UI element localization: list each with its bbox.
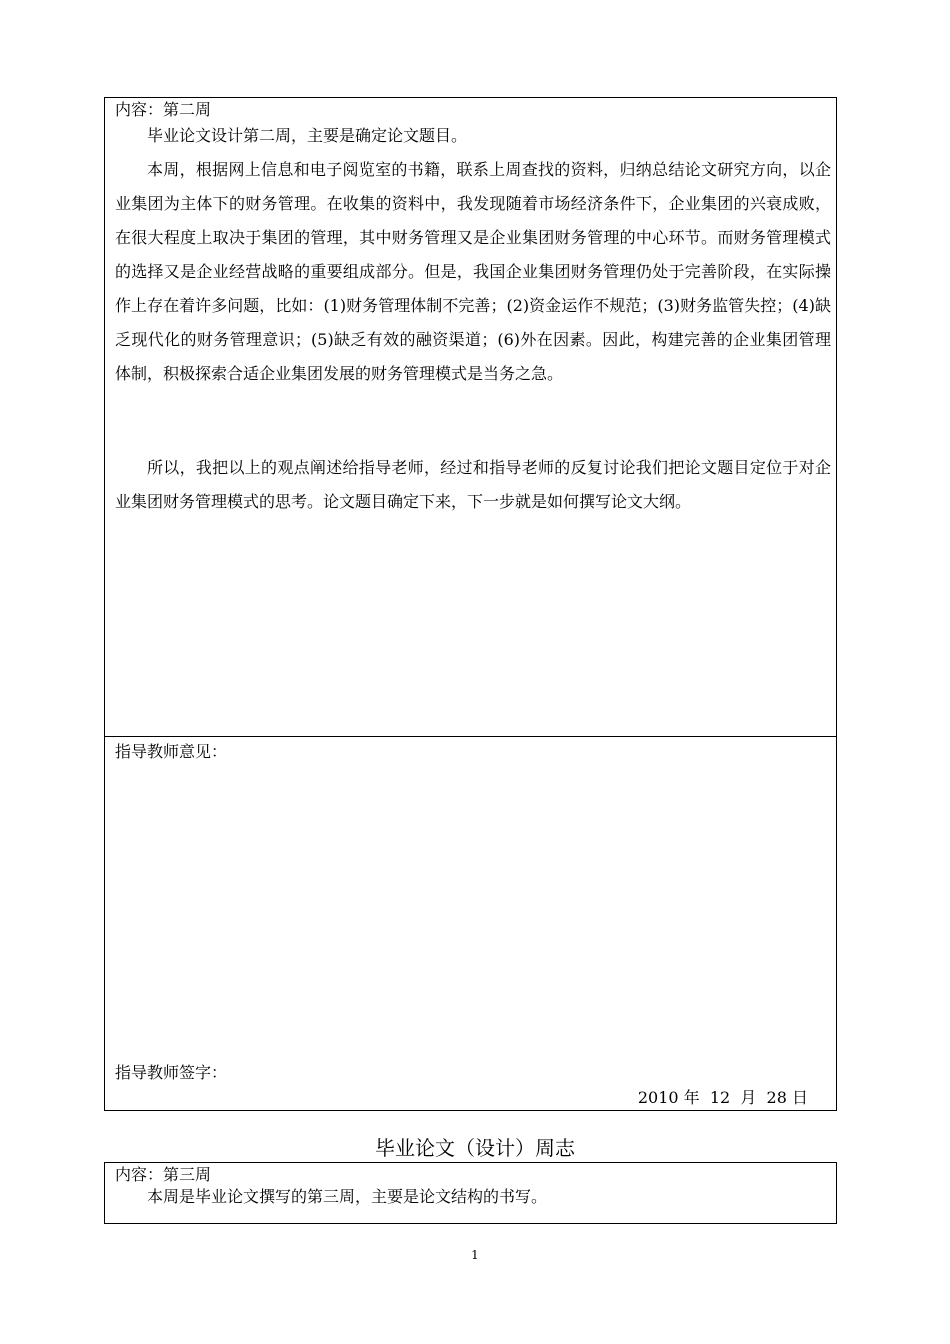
week2-paragraph: 所以，我把以上的观点阐述给指导老师，经过和指导老师的反复讨论我们把论文题目定位于对企业集团财务管理模式的思考。论文题目确定下来，下一步就是如何撰写论文大纲。 [115,458,831,511]
week2-label: 内容：第二周 [115,100,212,119]
page-number: 1 [471,1248,479,1262]
week3-label: 内容：第三周 [115,1165,212,1184]
week3-content-box [104,1162,837,1224]
advisor-signature-label: 指导教师签字： [115,1063,228,1082]
signature-date: 2010 年 12 月 28 日 [637,1088,808,1107]
week2-paragraph: 毕业论文设计第二周，主要是确定论文题目。 [147,126,468,145]
week2-paragraph: 本周，根据网上信息和电子阅览室的书籍，联系上周查找的资料，归纳总结论文研究方向，以企业集团为主体下的财务管理。在收集的资料中，我发现随着市场经济条件下，企业集团的兴衰成败，在很大程度上取决于集团的管理，其中财务管理又是企业集团财务管理的中心环节。而财务管理模式的选择又是企业经营战略的重要组成部分。但是，我国企业集团财务管理仍处于完善阶段，在实际操作上存在着许多问题，比如：(1)财务管理体制不完善；(2)资金运作不规范；(3)财务监管失控；(4)缺乏现代化的财务管理意识；(5)缺乏有效的融资渠道；(6)外在因素。因此，构建完善的企业集团管理体制，积极探索合适企业集团发展的财务管理模式是当务之急。 [115,160,831,383]
week2-content-box [104,97,837,737]
advisor-opinion-box [104,736,837,1111]
journal-title: 毕业论文（设计）周志 [375,1136,575,1160]
week3-paragraph: 本周是毕业论文撰写的第三周，主要是论文结构的书写。 [147,1187,548,1206]
advisor-opinion-label: 指导教师意见： [115,742,228,761]
